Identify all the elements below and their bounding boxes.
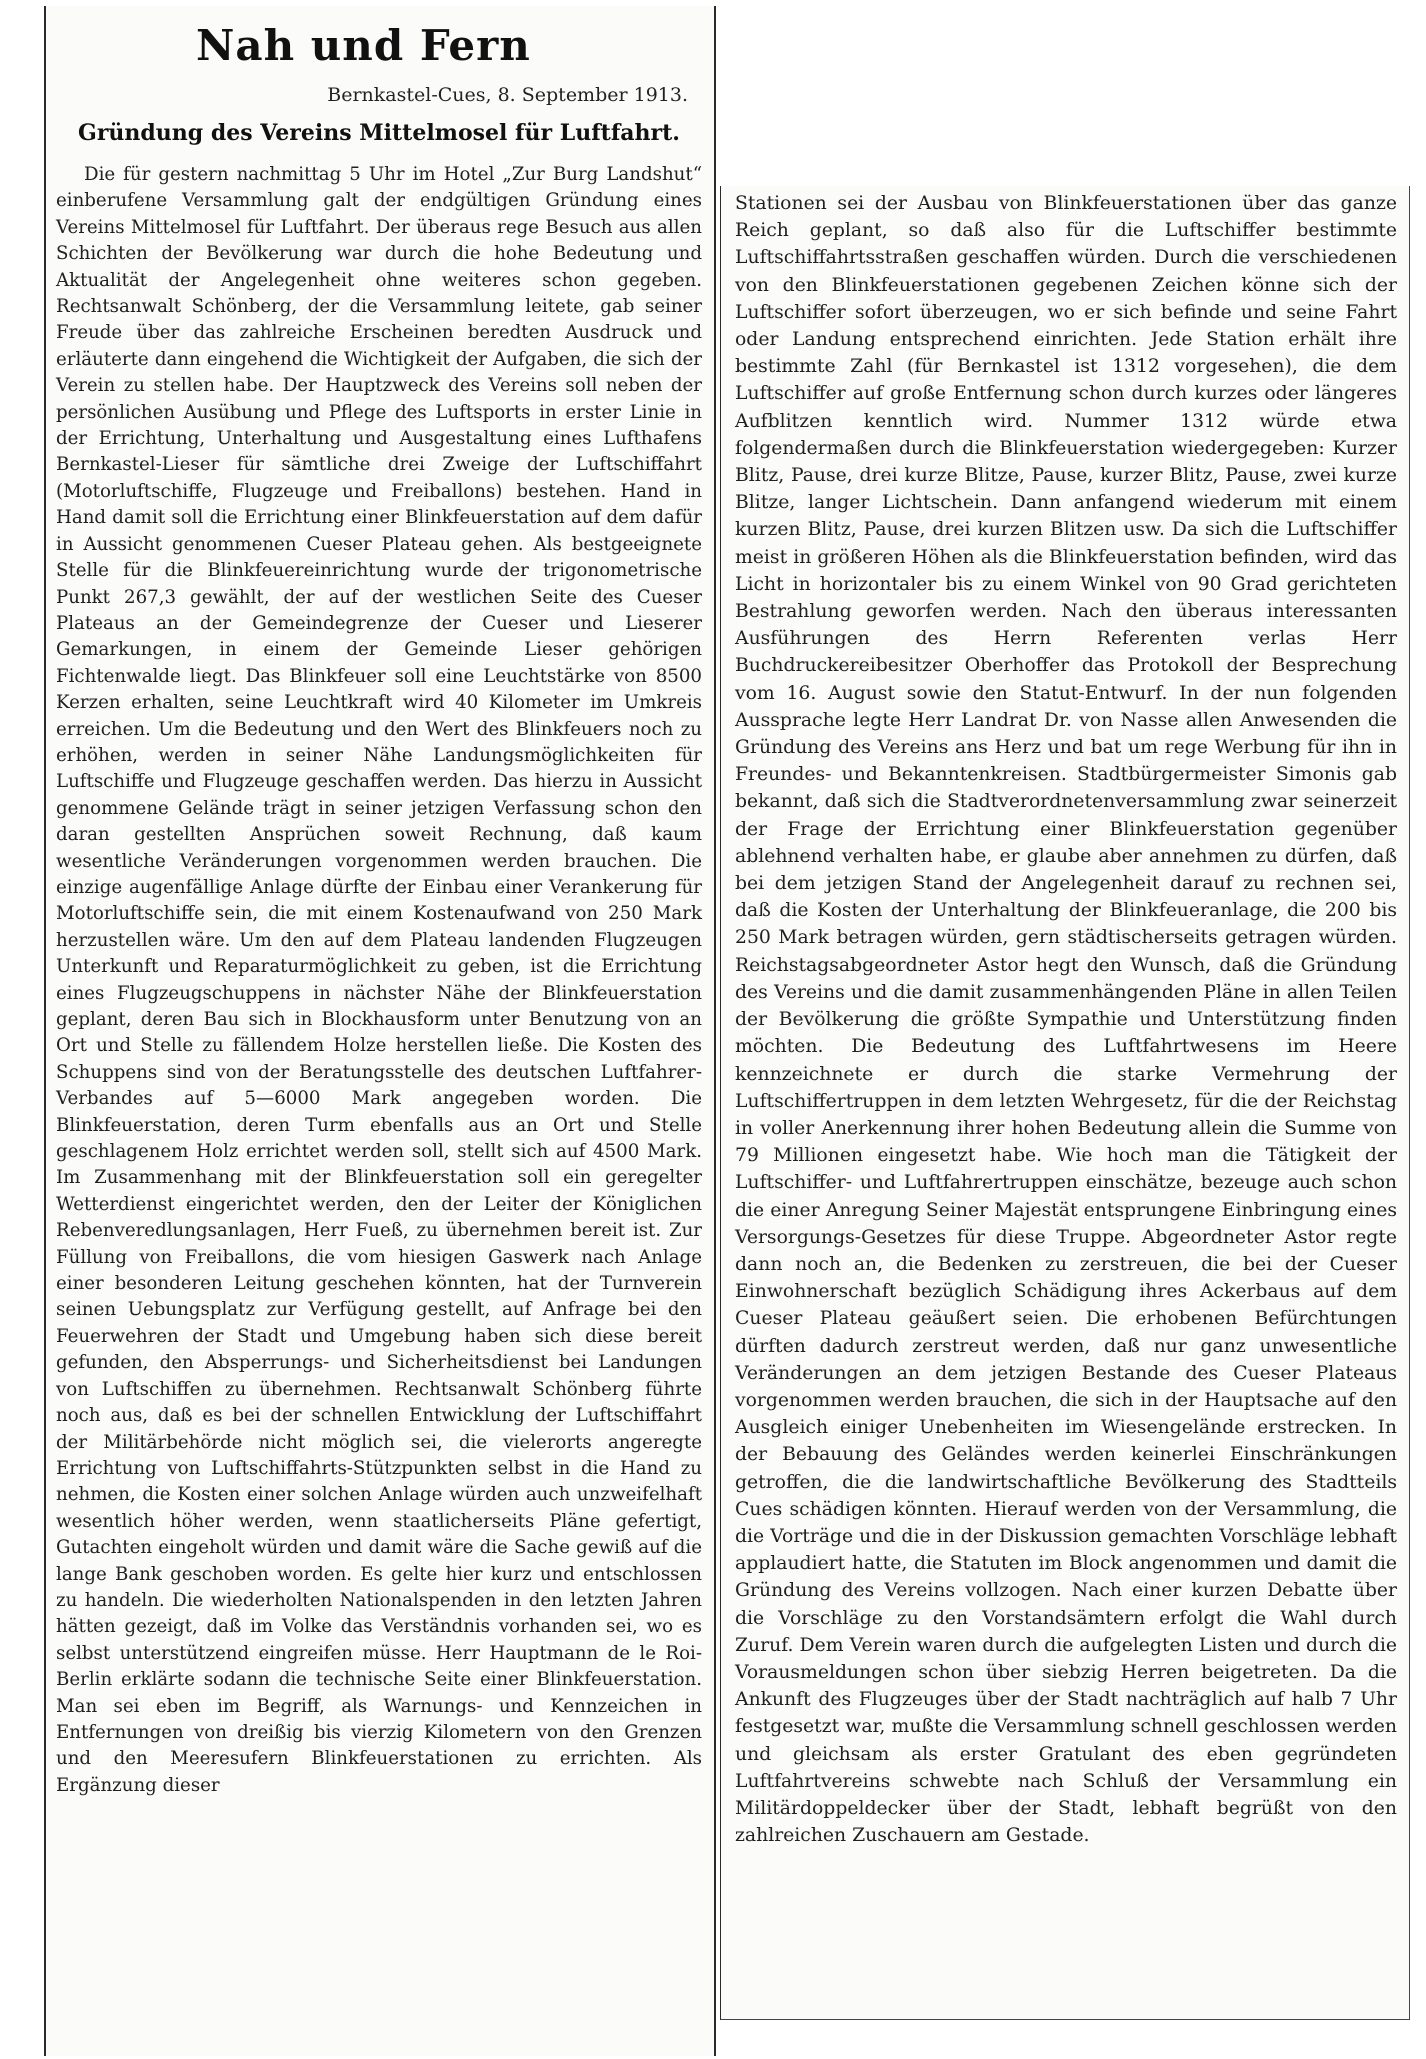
article-body-left: Die für gestern nachmittag 5 Uhr im Hotel „Zur Burg Landshut“ einberufene Versammlung galt der endgültigen Gründung eines Vereins Mittelmosel für Luftfahrt. Der überaus rege Besuch aus allen Schichten der Bevölkerung war durch die hohe Bedeutung und Aktualität der Angelegenheit ohne weiteres schon gegeben. Rechtsanwalt Schönberg, der die Versammlung leitete, gab seiner Freude über das zahlreiche Erscheinen beredten Ausdruck und erläuterte dann eingehend die Wichtigkeit der Aufgaben, die sich der Verein zu stellen habe. Der Hauptzweck des Vereins soll neben der persönlichen Ausübung und Pflege des Luftsports in erster Linie in der Errichtung, Unterhaltung und Ausgestaltung eines Lufthafens Bernkastel-Lieser für sämtliche drei Zweige der Luftschiffahrt (Motorluftschiffe, Flugzeuge und Freiballons) bestehen. Hand in Hand damit soll die Errichtung einer Blinkfeuerstation auf dem dafür in Aussicht genommenen Cueser Plateau gehen. Als bestgeeignete Stelle für die Blinkfeuereinrichtung wurde der trigonometrische Punkt 267,3 gewählt, der auf der westlichen Seite des Cueser Plateaus an der Gemeindegrenze der Cueser und Lieserer Gemarkungen, in einem der Gemeinde Lieser gehörigen Fichtenwalde liegt. Das Blinkfeuer soll eine Leuchtstärke von 8500 Kerzen erhalten, seine Leuchtkraft wird 40 Kilometer im Umkreis erreichen. Um die Bedeutung und den Wert des Blinkfeuers noch zu erhöhen, werden in seiner Nähe Landungsmöglichkeiten für Luftschiffe und Flugzeuge geschaffen werden. Das hierzu in Aussicht genommene Gelände trägt in seiner jetzigen Verfassung schon den daran gestellten Ansprüchen soweit Rechnung, daß kaum wesentliche Veränderungen vorgenommen werden brauchen. Die einzige augenfällige Anlage dürfte der Einbau einer Verankerung für Motorluftschiffe sein, die mit einem Kostenaufwand von 250 Mark herzustellen wäre. Um den auf dem Plateau landenden Flugzeugen Unterkunft und Reparaturmöglichkeit zu geben, ist die Errichtung eines Flugzeugschuppens in nächster Nähe der Blinkfeuerstation geplant, deren Bau sich in Blockhausform unter Benutzung von an Ort und Stelle zu fällendem Holze herstellen ließe. Die Kosten des Schuppens sind von der Beratungsstelle des deutschen Luftfahrer-Verbandes auf 5—6000 Mark angegeben worden. Die Blinkfeuerstation, deren Turm ebenfalls aus an Ort und Stelle geschlagenem Holz errichtet werden soll, stellt sich auf 4500 Mark. Im Zusammenhang mit der Blinkfeuerstation soll ein geregelter Wetterdienst eingerichtet werden, den der Leiter der Königlichen Rebenveredlungsanlagen, Herr Fueß, zu übernehmen bereit ist. Zur Füllung von Freiballons, die vom hiesigen Gaswerk nach Anlage einer besonderen Leitung geschehen könnten, hat der Turnverein seinen Uebungsplatz zur Verfügung gestellt, auf Anfrage bei den Feuerwehren der Stadt und Umgebung haben sich diese bereit gefunden, den Absperrungs- und Sicherheitsdienst bei Landungen von Luftschiffen zu übernehmen. Rechtsanwalt Schönberg führte noch aus, daß es bei der schnellen Entwicklung der Luftschiffahrt der Militärbehörde nicht möglich sei, die vielerorts angeregte Errichtung von Luftschiffahrts-Stützpunkten selbst in die Hand zu nehmen, die Kosten einer solchen Anlage würden auch unzweifelhaft wesentlich höher werden, wenn staatlicherseits Pläne gefertigt, Gutachten eingeholt würden und damit wäre die Sache gewiß auf die lange Bank geschoben worden. Es gelte hier kurz und entschlossen zu handeln. Die wiederholten Nationalspenden in den letzten Jahren hätten gezeigt, daß im Volke das Verständnis vorhanden sei, wo es selbst unterstützend eingreifen müsse. Herr Hauptmann de le Roi-Berlin erklärte sodann die technische Seite einer Blinkfeuerstation. Man sei eben im Begriff, als Warnungs- und Kennzeichen in Entfernungen von dreißig bis vierzig Kilometern von den Grenzen und den Meeresufern Blinkfeuerstationen zu errichten. Als Ergänzung dieser [56, 164, 702, 1796]
article-body-right: Stationen sei der Ausbau von Blinkfeuerstationen über das ganze Reich geplant, so daß also für die Luftschiffer bestimmte Luftschiffahrtsstraßen geschaffen würden. Durch die verschiedenen von den Blinkfeuerstationen gegebenen Zeichen könne sich der Luftschiffer sofort überzeugen, wo er sich befinde und seine Fahrt oder Landung entsprechend einrichten. Jede Station erhält ihre bestimmte Zahl (für Bernkastel ist 1312 vorgesehen), die dem Luftschiffer auf große Entfernung schon durch kurzes oder längeres Aufblitzen kenntlich wird. Nummer 1312 würde etwa folgendermaßen durch die Blinkfeuerstation wiedergegeben: Kurzer Blitz, Pause, drei kurze Blitze, Pause, kurzer Blitz, Pause, zwei kurze Blitze, langer Lichtschein. Dann anfangend wiederum mit einem kurzen Blitz, Pause, drei kurzen Blitzen usw. Da sich die Luftschiffer meist in größeren Höhen als die Blinkfeuerstation befinden, wird das Licht in horizontaler bis zu einem Winkel von 90 Grad gerichteten Bestrahlung geworfen werden. Nach den überaus interessanten Ausführungen des Herrn Referenten verlas Herr Buchdruckereibesitzer Oberhoffer das Protokoll der Besprechung vom 16. August sowie den Statut-Entwurf. In der nun folgenden Aussprache legte Herr Landrat Dr. von Nasse allen Anwesenden die Gründung des Vereins ans Herz und bat um rege Werbung für ihn in Freundes- und Bekanntenkreisen. Stadtbürgermeister Simonis gab bekannt, daß sich die Stadtverordnetenversammlung zwar seinerzeit der Frage der Errichtung einer Blinkfeuerstation gegenüber ablehnend verhalten habe, er glaube aber annehmen zu dürfen, daß bei dem jetzigen Stand der Angelegenheit darauf zu rechnen sei, daß die Kosten der Unterhaltung der Blinkfeueranlage, die 200 bis 250 Mark betragen würden, gern städtischerseits getragen würden. Reichstagsabgeordneter Astor hegt den Wunsch, daß die Gründung des Vereins und die damit zusammenhängenden Pläne in allen Teilen der Bevölkerung die größte Sympathie und Unterstützung finden möchten. Die Bedeutung des Luftfahrtwesens im Heere kennzeichnete er durch die starke Vermehrung der Luftschiffertruppen in dem letzten Wehrgesetz, für die der Reichstag in voller Anerkennung ihrer hohen Bedeutung allein die Summe von 79 Millionen eingesetzt habe. Wie hoch man die Tätigkeit der Luftschiffer- und Luftfahrertruppen einschätze, bezeuge auch schon die einer Anregung Seiner Majestät entsprungene Einbringung eines Versorgungs-Gesetzes für diese Truppe. Abgeordneter Astor regte dann noch an, die Bedenken zu zerstreuen, die bei der Cueser Einwohnerschaft bezüglich Schädigung ihres Ackerbaus auf dem Cueser Plateau geäußert seien. Die erhobenen Befürchtungen dürften dadurch zerstreut werden, daß nur ganz unwesentliche Veränderungen an dem jetzigen Bestande des Cueser Plateaus vorgenommen werden brauchen, die sich in der Hauptsache auf den Ausgleich einiger Unebenheiten im Wiesengelände erstrecken. In der Bebauung des Geländes werden keinerlei Einschränkungen getroffen, die die landwirtschaftliche Bevölkerung des Stadtteils Cues schädigen könnten. Hierauf werden von der Versammlung, die die Vorträge und die in der Diskussion gemachten Vorschläge lebhaft applaudiert hatte, die Statuten im Block angenommen und damit die Gründung des Vereins vollzogen. Nach einer kurzen Debatte über die Vorschläge zu den Vorstandsämtern erfolgt die Wahl durch Zuruf. Dem Verein waren durch die aufgelegten Listen und durch die Vorausmeldungen schon über siebzig Herren beigetreten. Da die Ankunft des Flugzeuges über der Stadt nachträglich auf halb 7 Uhr festgesetzt war, mußte die Versammlung schnell geschlossen werden und gleichsam als erster Gratulant des eben gegründeten Luftfahrtvereins schwebte nach Schluß der Versammlung ein Militärdoppeldecker über der Stadt, lebhaft begrüßt von den zahlreichen Zuschauern am Gestade. [735, 193, 1397, 1847]
left-column [44, 6, 716, 2056]
right-column [720, 186, 1410, 2020]
article-headline: Gründung des Vereins Mittelmosel für Luftfahrt. [78, 120, 680, 146]
section-title: Nah und Fern [196, 21, 531, 70]
dateline: Bernkastel-Cues, 8. September 1913. [327, 84, 688, 106]
